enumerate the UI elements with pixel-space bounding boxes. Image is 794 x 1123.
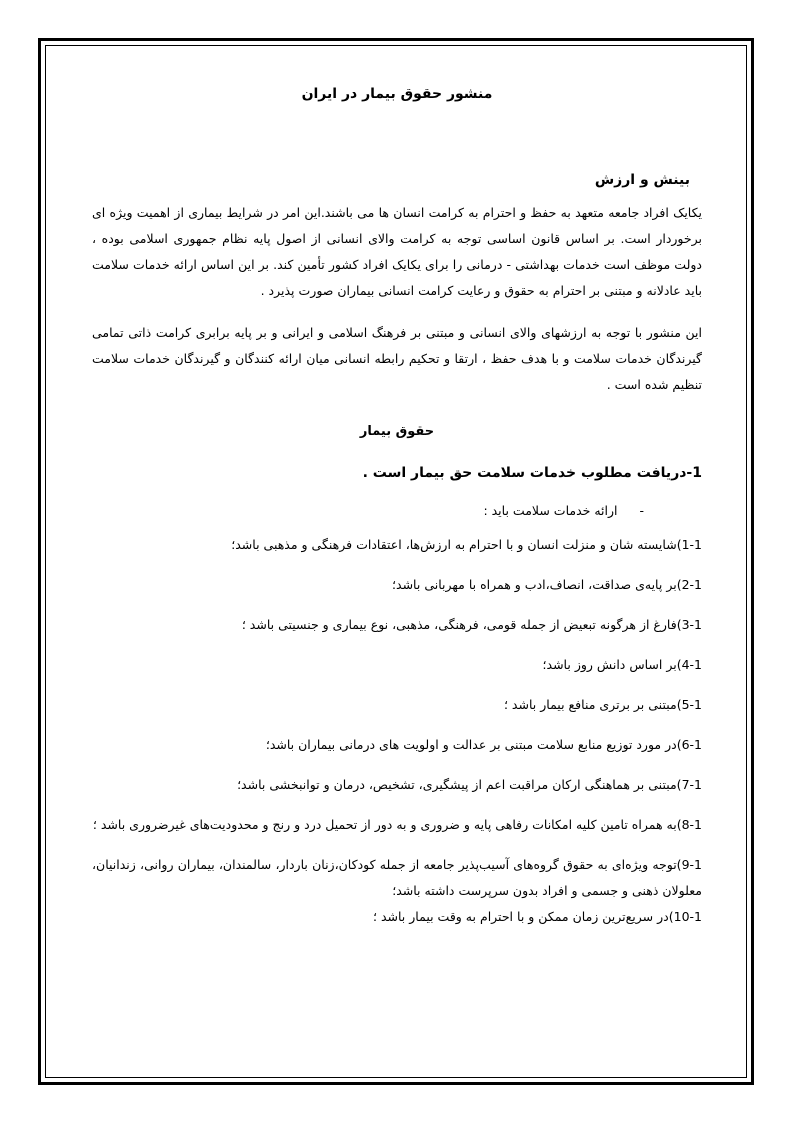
list-item: 9-1)توجه ویژه‌ای به حقوق گروه‌های آسیب‌پذیر جامعه از جمله کودکان،زنان باردار، سالمندان، بیماران روانی، زندانیان، معلولان ذهنی و جسمی و افراد بدون سرپرست داشته باشد؛	[92, 857, 702, 898]
list-item: 3-1)فارغ از هرگونه تبعیض از جمله قومی، فرهنگی، مذهبی، نوع بیماری و جنسیتی باشد ؛	[241, 617, 702, 632]
list-item: 5-1)مبتنی بر برتری منافع بیمار باشد ؛	[503, 697, 702, 712]
paragraph-charter: این منشور با توجه به ارزشهای والای انسانی و مبتنی بر فرهنگ اسلامی و ایرانی و بر پایه برابری کرامت ذاتی تمامی گیرندگان خدمات سلامت و با هدف حفظ ، ارتقا و تحکیم رابطه انسانی میان ارائه کنندگان و گیرندگان خدمات سلامت تنظیم شده است .	[92, 325, 702, 392]
section-heading: بینش و ارزش	[594, 172, 690, 188]
list-item: 8-1)به همراه تامین کلیه امکانات رفاهی پایه و ضروری و به دور از تحمیل درد و رنج و محدودیت‌های غیرضروری باشد ؛	[92, 817, 702, 832]
bullet-dash: -	[639, 503, 644, 518]
list-item: 7-1)مبتنی بر هماهنگی ارکان مراقبت اعم از پیشگیری، تشخیص، درمان و توانبخشی باشد؛	[237, 777, 702, 792]
list-item: 4-1)بر اساس دانش روز باشد؛	[542, 657, 702, 672]
page-title: منشور حقوق بیمار در ایران	[301, 86, 493, 102]
list-item: 2-1)بر پایه‌ی صداقت، انصاف،ادب و همراه با مهربانی باشد؛	[392, 577, 702, 592]
document-body	[92, 82, 702, 930]
list-item: 10-1)در سریع‌ترین زمان ممکن و با احترام به وقت بیمار باشد ؛	[373, 909, 702, 924]
bullet-text: ارائه خدمات سلامت باید :	[483, 503, 618, 518]
list-item: 6-1)در مورد توزیع منابع سلامت مبتنی بر عدالت و اولویت های درمانی بیماران باشد؛	[265, 737, 702, 752]
patient-rights-heading: حقوق بیمار	[359, 424, 435, 439]
list-item: 1-1)شایسته شان و منزلت انسان و با احترام به ارزش‌ها، اعتقادات فرهنگی و مذهبی باشد؛	[231, 537, 702, 552]
paragraph-intro: یکایک افراد جامعه متعهد به حفظ و احترام به کرامت انسان ها می باشند.این امر در شرایط بیماری از اهمیت ویژه ای برخوردار است. بر اساس قانون اساسی توجه به کرامت والای انسانی از اصول پایه نظام جمهوری اسلامی بوده ، دولت موظف است خدمات بهداشتی - درمانی را برای یکایک افراد کشور تأمین کند. بر این اساس ارائه خدمات سلامت باید عادلانه و مبتنی بر احترام به حقوق و رعایت کرامت انسانی بیماران صورت پذیرد .	[92, 205, 702, 298]
right-1-heading: 1-دریافت مطلوب خدمات سلامت حق بیمار است .	[362, 465, 702, 481]
bullet-line	[92, 503, 644, 518]
